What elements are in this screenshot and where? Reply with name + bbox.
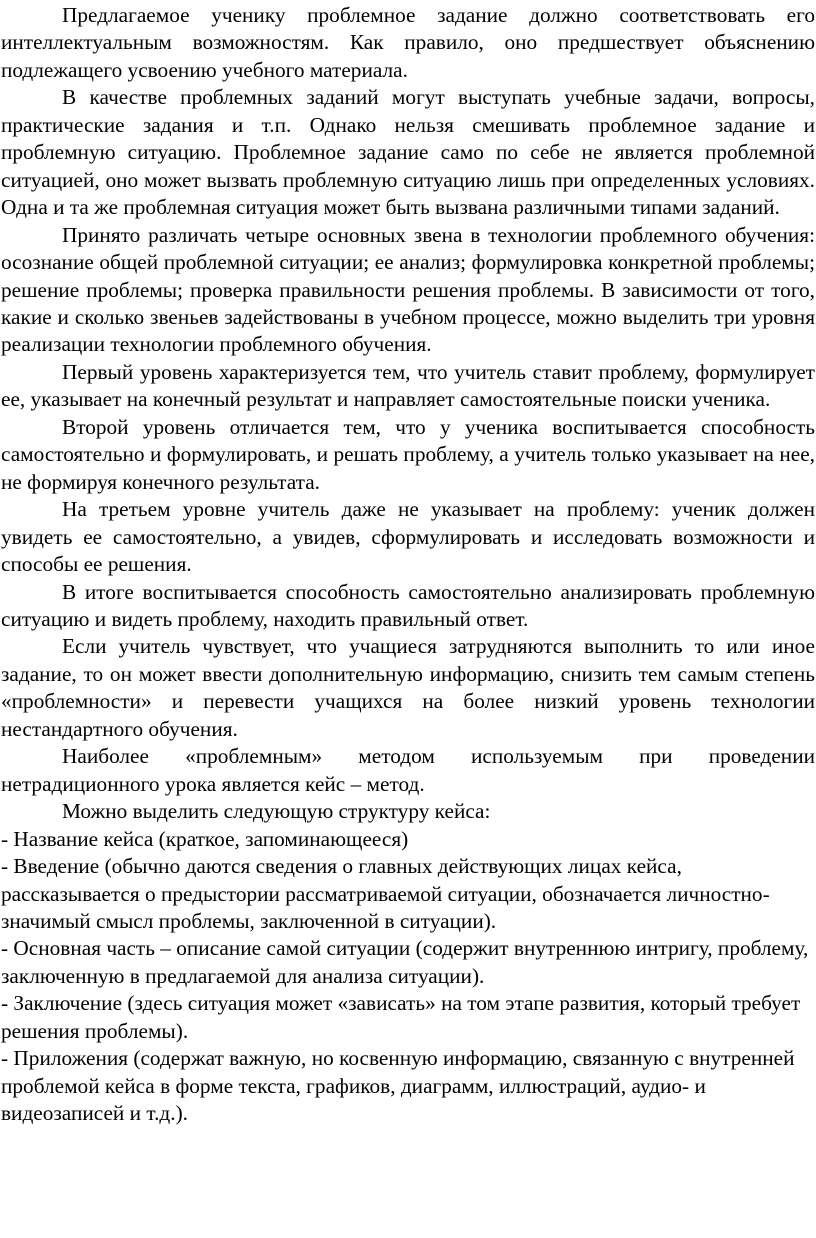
- paragraph-case-structure-intro: Можно выделить следующую структуру кейса:: [62, 799, 491, 824]
- paragraph-result: В итоге воспитывается способность самостоятельно анализировать проблемную ситуацию и видеть проблему, находить правильный ответ.: [1, 579, 815, 631]
- paragraph-problem-task: Предлагаемое ученику проблемное задание должно соответствовать его интеллектуальным возможностям. Как правило, оно предшествует объяснению подлежащего усвоению учебного материала.: [1, 3, 815, 82]
- list-item-introduction: - Введение (обычно даются сведения о главных действующих лицах кейса, рассказывается о предыстории рассматриваемой ситуации, обозначается личностно-значимый смысл проблемы, заключенной в ситуации).: [1, 854, 770, 933]
- paragraph-first-level: Первый уровень характеризуется тем, что учитель ставит проблему, формулирует ее, указывает на конечный результат и направляет самостоятельные поиски ученика.: [1, 359, 815, 412]
- paragraph-four-links: Принято различать четыре основных звена в технологии проблемного обучения: осознание общей проблемной ситуации; ее анализ; формулировка конкретной проблемы; решение проблемы; проверка правильности решения проблемы. В зависимости от того, какие и сколько звеньев задействованы в учебном процессе, можно выделить три уровня реализации технологии проблемного обучения.: [1, 222, 815, 357]
- list-item-main-part: - Основная часть – описание самой ситуации (содержит внутреннюю интригу, проблему, заключенную в предлагаемой для анализа ситуации).: [1, 936, 809, 988]
- paragraph-second-level: Второй уровень отличается тем, что у ученика воспитывается способность самостоятельно и формулировать, и решать проблему, а учитель только указывает на нее, не формируя конечного результата.: [1, 414, 815, 494]
- paragraph-case-method: Наиболее «проблемным» методом используемым при проведении нетрадиционного урока является кейс – метод.: [1, 744, 815, 796]
- paragraph-teacher-help: Если учитель чувствует, что учащиеся затрудняются выполнить то или иное задание, то он может ввести дополнительную информацию, снизить тем самым степень «проблемности» и перевести учащихся на более низкий уровень технологии нестандартного обучения.: [1, 634, 815, 741]
- list-item-case-name: - Название кейса (краткое, запоминающееся): [1, 826, 409, 851]
- list-item-appendices: - Приложения (содержат важную, но косвенную информацию, связанную с внутренней проблемой кейса в форме текста, графиков, диаграмм, иллюстраций, аудио- и видеозаписей и т.д.).: [1, 1046, 795, 1126]
- list-item-conclusion: - Заключение (здесь ситуация может «зависать» на том этапе развития, который требует решения проблемы).: [1, 991, 801, 1043]
- paragraph-third-level: На третьем уровне учитель даже не указывает на проблему: ученик должен увидеть ее самостоятельно, а увидев, сформулировать и исследовать возможности и способы ее решения.: [1, 497, 815, 577]
- paragraph-problem-tasks-types: В качестве проблемных заданий могут выступать учебные задачи, вопросы, практические задания и т.п. Однако нельзя смешивать проблемное задание и проблемную ситуацию. Проблемное задание само по себе не является проблемной ситуацией, оно может вызвать проблемную ситуацию лишь при определенных условиях. Одна и та же проблемная ситуация может быть вызвана различными типами заданий.: [1, 85, 815, 220]
- case-structure-list: [1, 826, 816, 1128]
